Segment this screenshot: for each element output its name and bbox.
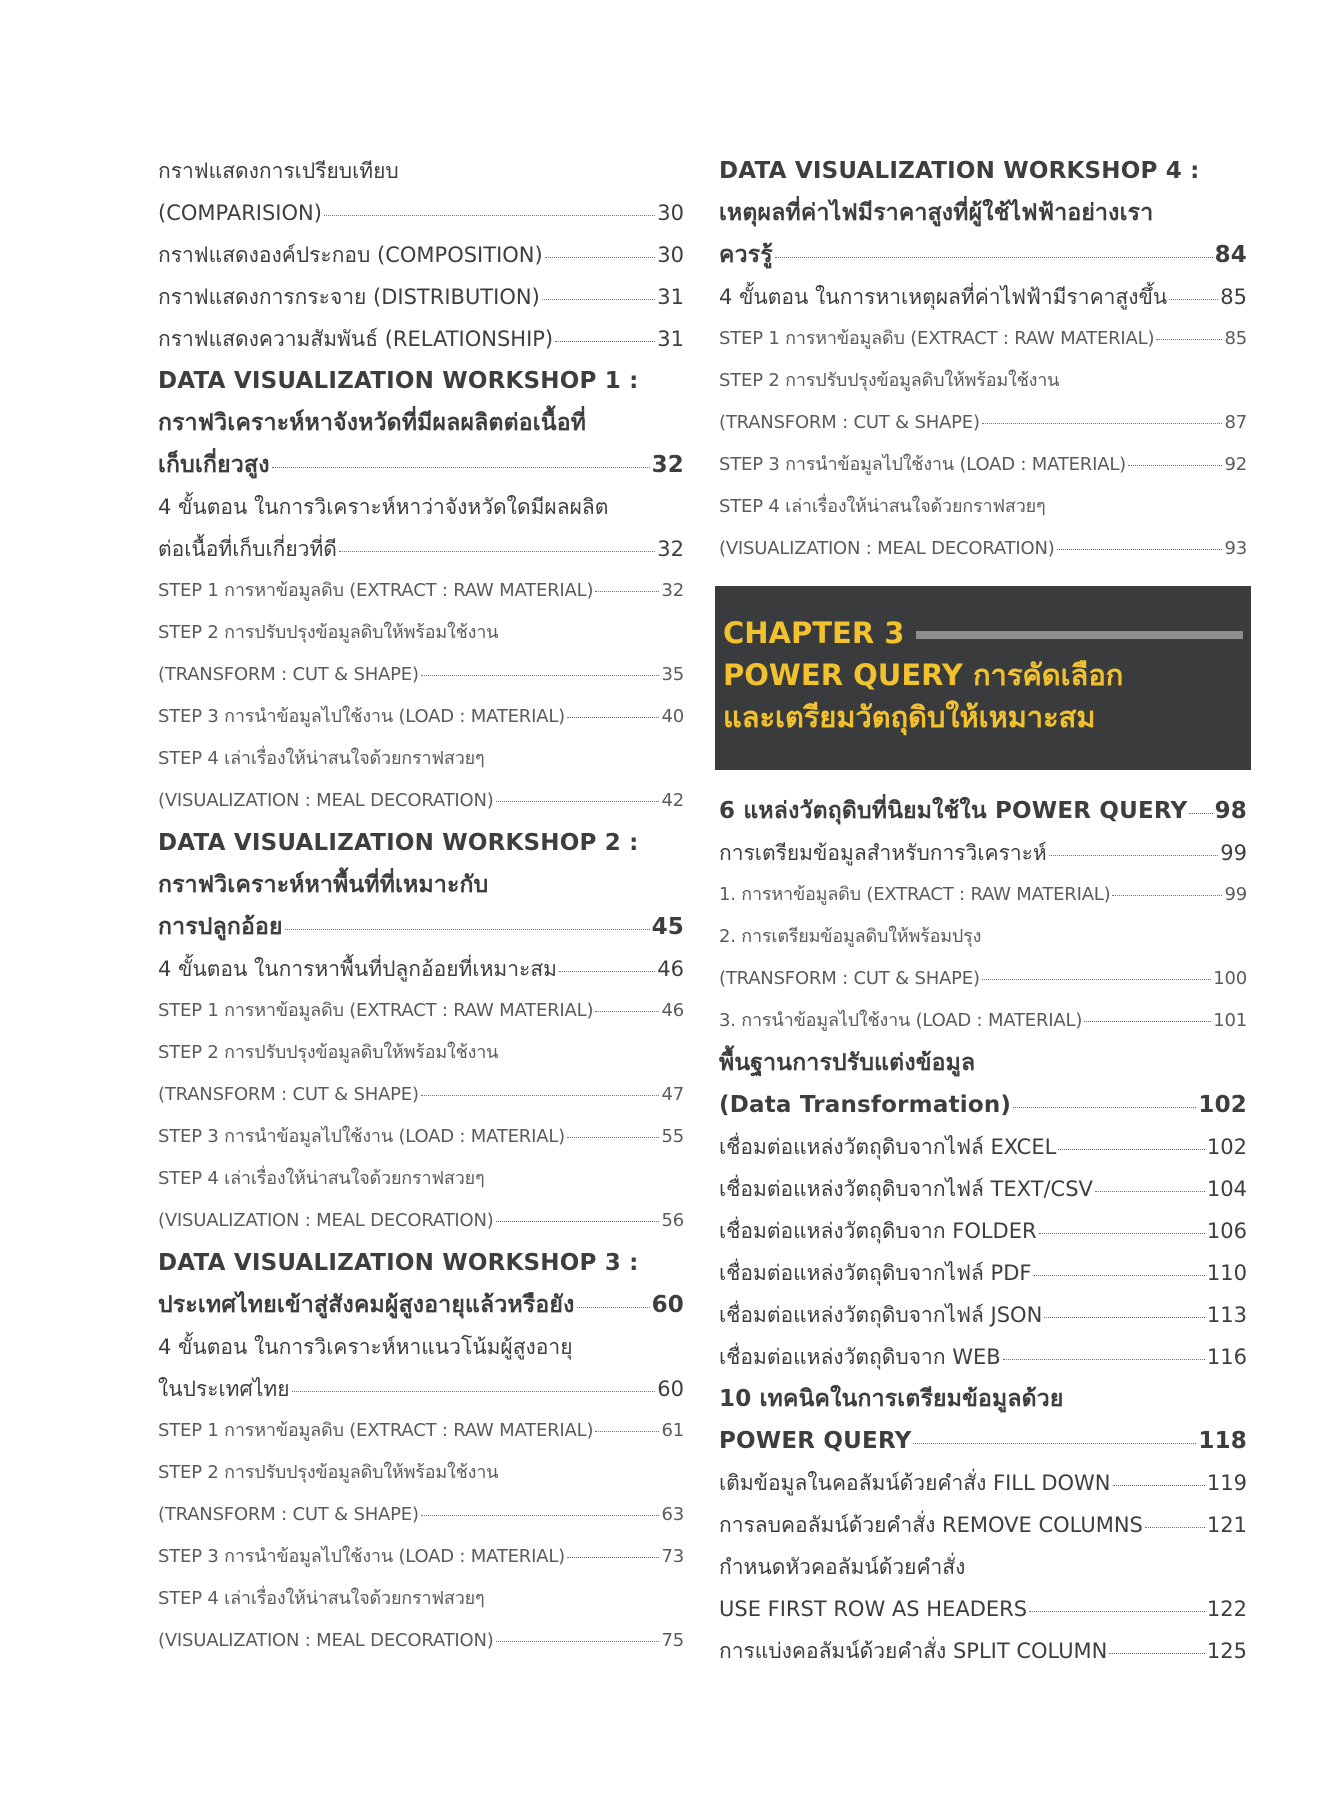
dot-leader [1095,1190,1205,1192]
toc-entry-page-number: 99 [1220,841,1247,865]
dot-leader [567,1556,659,1558]
toc-entry [158,780,684,822]
chapter-label-line [723,612,1243,654]
toc-entry-page-number: 121 [1206,1513,1247,1537]
chapter-label: CHAPTER 3 [723,616,905,650]
toc-entry [158,1452,684,1494]
toc-entry-title: ต่อเนื้อที่เก็บเกี่ยวที่ดี [158,537,337,561]
toc-entry-page-number: 47 [661,1084,684,1105]
toc-entry-title: STEP 4 เล่าเรื่องให้น่าสนใจด้วยกราฟสวยๆ [719,496,1046,517]
toc-entry [158,1074,684,1116]
toc-entry-title: (Data Transformation) [719,1092,1012,1118]
toc-entry-page-number: 101 [1213,1010,1247,1031]
toc-entry [158,654,684,696]
toc-entry-title: STEP 4 เล่าเรื่องให้น่าสนใจด้วยกราฟสวยๆ [158,1168,485,1189]
dot-leader [1109,1652,1205,1654]
toc-entry [158,1368,684,1410]
toc-entry-page-number: 35 [661,664,684,685]
toc-entry-title: 2. การเตรียมข้อมูลดิบให้พร้อมปรุง [719,926,982,947]
dot-leader [1113,1484,1205,1486]
toc-entry [719,360,1247,402]
toc-entry-title: STEP 2 การปรับปรุงข้อมูลดิบให้พร้อมใช้งาน [158,1462,499,1483]
toc-entry-page-number: 102 [1206,1135,1247,1159]
toc-entry-page-number: 98 [1214,798,1247,824]
toc-entry [719,234,1247,276]
dot-leader [1145,1526,1205,1528]
toc-entry-page-number: 118 [1198,1428,1247,1454]
toc-entry-title: เก็บเกี่ยวสูง [158,452,270,478]
toc-entry [719,1210,1247,1252]
toc-entry-page-number: 32 [657,537,684,561]
dot-leader [1044,1316,1205,1318]
toc-entry-title: (VISUALIZATION : MEAL DECORATION) [158,790,494,811]
toc-left-column [158,150,684,1662]
toc-entry-title: เชื่อมต่อแหล่งวัตถุดิบจากไฟล์ EXCEL [719,1135,1057,1159]
dot-leader [1039,1232,1205,1234]
toc-entry-page-number: 93 [1224,538,1247,559]
toc-entry [158,150,684,192]
toc-entry-title: การเตรียมข้อมูลสำหรับการวิเคราะห์ [719,841,1047,865]
dot-leader [567,1136,659,1138]
toc-entry-title: ในประเทศไทย [158,1377,290,1401]
toc-entry [158,612,684,654]
toc-entry-page-number: 99 [1224,884,1247,905]
toc-entry-title: STEP 2 การปรับปรุงข้อมูลดิบให้พร้อมใช้งาน [719,370,1060,391]
toc-entry [719,528,1247,570]
toc-entry-page-number: 100 [1213,968,1247,989]
toc-entry [158,570,684,612]
dot-leader [555,340,655,342]
dot-leader [1169,298,1218,300]
toc-entry [158,990,684,1032]
dot-leader [1003,1358,1205,1360]
toc-entry-title: การแบ่งคอลัมน์ด้วยคำสั่ง SPLIT COLUMN [719,1639,1108,1663]
toc-entry-title: การปลูกอ้อย [158,914,283,940]
toc-entry-title: 10 เทคนิคในการเตรียมข้อมูลด้วย [719,1386,1064,1412]
toc-entry [719,1126,1247,1168]
dot-leader [542,298,656,300]
toc-entry [158,738,684,780]
dot-leader [559,970,655,972]
toc-entry [158,1578,684,1620]
toc-right-top-section [719,150,1247,570]
dot-leader [1128,464,1222,466]
toc-entry-title: (COMPARISION) [158,201,322,225]
toc-entry-page-number: 85 [1220,285,1247,309]
toc-entry-title: DATA VISUALIZATION WORKSHOP 2 : [158,830,639,856]
toc-entry-title: (VISUALIZATION : MEAL DECORATION) [719,538,1055,559]
toc-entry-page-number: 46 [661,1000,684,1021]
toc-entry-page-number: 30 [657,201,684,225]
toc-entry-page-number: 102 [1198,1092,1247,1118]
dot-leader [595,590,659,592]
toc-entry-title: เชื่อมต่อแหล่งวัตถุดิบจาก WEB [719,1345,1001,1369]
toc-entry-title: STEP 1 การหาข้อมูลดิบ (EXTRACT : RAW MATERIAL) [719,328,1155,349]
toc-entry [158,1494,684,1536]
toc-entry-title: กราฟแสดงการกระจาย (DISTRIBUTION) [158,285,540,309]
dot-leader [292,1390,656,1392]
toc-right-bottom-section [719,790,1247,1672]
toc-entry-page-number: 60 [651,1292,684,1318]
toc-entry [719,1504,1247,1546]
dot-leader [595,1430,659,1432]
toc-entry [719,1042,1247,1084]
dot-leader [339,550,655,552]
toc-entry [158,1116,684,1158]
toc-entry [719,1336,1247,1378]
toc-entry-title: เชื่อมต่อแหล่งวัตถุดิบจากไฟล์ PDF [719,1261,1032,1285]
toc-entry [158,234,684,276]
toc-entry-title: STEP 1 การหาข้อมูลดิบ (EXTRACT : RAW MATERIAL) [158,1000,594,1021]
chapter-rule [916,631,1243,639]
dot-leader [496,1640,660,1642]
dot-leader [421,1094,660,1096]
toc-entry [719,444,1247,486]
toc-entry-title: 4 ขั้นตอน ในการวิเคราะห์หาว่าจังหวัดใดมีผลผลิต [158,495,609,519]
toc-entry [158,696,684,738]
toc-entry-title: (TRANSFORM : CUT & SHAPE) [158,664,419,685]
toc-entry [719,318,1247,360]
toc-entry [158,528,684,570]
toc-entry [719,1462,1247,1504]
toc-entry-title: (TRANSFORM : CUT & SHAPE) [719,412,980,433]
toc-entry [719,1420,1247,1462]
toc-entry [158,948,684,990]
toc-entry-title: STEP 4 เล่าเรื่องให้น่าสนใจด้วยกราฟสวยๆ [158,1588,485,1609]
toc-entry-title: POWER QUERY [719,1428,912,1454]
toc-entry-page-number: 85 [1224,328,1247,349]
toc-entry-title: STEP 1 การหาข้อมูลดิบ (EXTRACT : RAW MATERIAL) [158,1420,594,1441]
toc-entry [719,874,1247,916]
dot-leader [1058,1148,1205,1150]
toc-entry [158,1242,684,1284]
chapter-title-line-1: POWER QUERY การคัดเลือก [723,658,1124,692]
dot-leader [421,1514,660,1516]
dot-leader [1189,812,1212,814]
toc-entry [719,1378,1247,1420]
toc-entry-page-number: 42 [661,790,684,811]
toc-entry-page-number: 104 [1206,1177,1247,1201]
toc-entry [158,360,684,402]
dot-leader [272,466,650,468]
toc-entry [719,1588,1247,1630]
toc-entry-title: DATA VISUALIZATION WORKSHOP 4 : [719,158,1200,184]
dot-leader [982,422,1223,424]
dot-leader [1033,1274,1204,1276]
toc-entry [719,150,1247,192]
toc-entry [158,276,684,318]
toc-entry-page-number: 32 [661,580,684,601]
toc-entry [719,1630,1247,1672]
toc-entry-title: 4 ขั้นตอน ในการหาเหตุผลที่ค่าไฟฟ้ามีราคาสูงขึ้น [719,285,1168,309]
toc-entry [158,1284,684,1326]
dot-leader [496,1220,660,1222]
toc-entry [719,958,1247,1000]
toc-entry-title: กราฟวิเคราะห์หาพื้นที่ที่เหมาะกับ [158,872,489,898]
dot-leader [1049,854,1218,856]
dot-leader [1156,338,1222,340]
dot-leader [1057,548,1223,550]
dot-leader [577,1306,650,1308]
toc-entry-page-number: 45 [651,914,684,940]
dot-leader [775,256,1213,258]
toc-entry [719,1168,1247,1210]
toc-entry [158,1200,684,1242]
toc-entry-title: (TRANSFORM : CUT & SHAPE) [158,1084,419,1105]
toc-entry [719,486,1247,528]
dot-leader [496,800,660,802]
toc-entry-title: 4 ขั้นตอน ในการหาพื้นที่ปลูกอ้อยที่เหมาะสม [158,957,557,981]
chapter-title-line-2: และเตรียมวัตถุดิบให้เหมาะสม [723,700,1096,734]
toc-entry-title: STEP 3 การนำข้อมูลไปใช้งาน (LOAD : MATERIAL) [158,1126,565,1147]
toc-entry-page-number: 116 [1206,1345,1247,1369]
toc-entry [719,1252,1247,1294]
toc-entry-title: 4 ขั้นตอน ในการวิเคราะห์หาแนวโน้มผู้สูงอายุ [158,1335,573,1359]
toc-entry [719,916,1247,958]
toc-entry [719,1546,1247,1588]
toc-entry [158,1536,684,1578]
toc-entry-page-number: 31 [657,285,684,309]
toc-entry-page-number: 84 [1214,242,1247,268]
toc-entry-title: เชื่อมต่อแหล่งวัตถุดิบจากไฟล์ TEXT/CSV [719,1177,1093,1201]
toc-entry-page-number: 30 [657,243,684,267]
dot-leader [567,716,659,718]
toc-entry [158,1410,684,1452]
toc-entry-title: เติมข้อมูลในคอลัมน์ด้วยคำสั่ง FILL DOWN [719,1471,1111,1495]
toc-entry-page-number: 87 [1224,412,1247,433]
toc-entry-title: STEP 1 การหาข้อมูลดิบ (EXTRACT : RAW MATERIAL) [158,580,594,601]
toc-entry-page-number: 113 [1206,1303,1247,1327]
dot-leader [595,1010,659,1012]
toc-entry [719,402,1247,444]
toc-entry-title: พื้นฐานการปรับแต่งข้อมูล [719,1050,976,1076]
toc-entry-page-number: 60 [657,1377,684,1401]
toc-right-column [719,150,1247,1672]
toc-entry-title: DATA VISUALIZATION WORKSHOP 1 : [158,368,639,394]
toc-entry [719,1000,1247,1042]
toc-entry-page-number: 110 [1206,1261,1247,1285]
toc-entry-page-number: 56 [661,1210,684,1231]
toc-entry-title: STEP 4 เล่าเรื่องให้น่าสนใจด้วยกราฟสวยๆ [158,748,485,769]
dot-leader [913,1442,1196,1444]
chapter-banner [715,586,1251,770]
toc-entry-page-number: 75 [661,1630,684,1651]
toc-entry-title: เหตุผลที่ค่าไฟมีราคาสูงที่ผู้ใช้ไฟฟ้าอย่างเรา [719,200,1154,226]
toc-entry-title: STEP 3 การนำข้อมูลไปใช้งาน (LOAD : MATERIAL) [719,454,1126,475]
toc-entry-title: STEP 3 การนำข้อมูลไปใช้งาน (LOAD : MATERIAL) [158,706,565,727]
toc-entry [719,1084,1247,1126]
toc-entry-title: STEP 2 การปรับปรุงข้อมูลดิบให้พร้อมใช้งาน [158,622,499,643]
dot-leader [1112,894,1222,896]
toc-entry [158,402,684,444]
toc-entry [719,192,1247,234]
toc-entry-title: STEP 3 การนำข้อมูลไปใช้งาน (LOAD : MATERIAL) [158,1546,565,1567]
toc-entry [719,790,1247,832]
toc-entry [719,1294,1247,1336]
toc-entry-title: 1. การหาข้อมูลดิบ (EXTRACT : RAW MATERIAL) [719,884,1111,905]
toc-entry [719,276,1247,318]
toc-entry-page-number: 40 [661,706,684,727]
toc-entry-page-number: 31 [657,327,684,351]
toc-entry-page-number: 46 [657,957,684,981]
toc-entry [158,822,684,864]
toc-entry [158,1326,684,1368]
toc-entry-page-number: 125 [1206,1639,1247,1663]
toc-entry-title: (TRANSFORM : CUT & SHAPE) [158,1504,419,1525]
toc-entry-title: (TRANSFORM : CUT & SHAPE) [719,968,980,989]
toc-entry-page-number: 61 [661,1420,684,1441]
toc-entry [158,444,684,486]
toc-entry-title: DATA VISUALIZATION WORKSHOP 3 : [158,1250,639,1276]
toc-entry [158,1032,684,1074]
toc-entry [719,832,1247,874]
toc-entry-title: 6 แหล่งวัตถุดิบที่นิยมใช้ใน POWER QUERY [719,798,1188,824]
toc-entry-page-number: 119 [1206,1471,1247,1495]
dot-leader [1084,1020,1211,1022]
toc-entry [158,1158,684,1200]
toc-entry-page-number: 63 [661,1504,684,1525]
toc-entry-title: 3. การนำข้อมูลไปใช้งาน (LOAD : MATERIAL) [719,1010,1083,1031]
toc-entry-page-number: 55 [661,1126,684,1147]
toc-entry-title: ประเทศไทยเข้าสู่สังคมผู้สูงอายุแล้วหรือยัง [158,1292,575,1318]
dot-leader [324,214,655,216]
toc-entry-title: เชื่อมต่อแหล่งวัตถุดิบจากไฟล์ JSON [719,1303,1043,1327]
toc-entry [158,1620,684,1662]
dot-leader [1013,1106,1196,1108]
dot-leader [1029,1610,1205,1612]
toc-entry-page-number: 32 [651,452,684,478]
toc-entry [158,318,684,360]
toc-entry-page-number: 106 [1206,1219,1247,1243]
toc-entry-title: กราฟวิเคราะห์หาจังหวัดที่มีผลผลิตต่อเนื้อที่ [158,410,587,436]
toc-entry [158,192,684,234]
toc-entry-title: กราฟแสดงความสัมพันธ์ (RELATIONSHIP) [158,327,554,351]
dot-leader [421,674,660,676]
dot-leader [982,978,1211,980]
dot-leader [285,928,650,930]
toc-entry [158,864,684,906]
toc-entry-title: กราฟแสดงองค์ประกอบ (COMPOSITION) [158,243,543,267]
toc-entry-page-number: 73 [661,1546,684,1567]
toc-entry-page-number: 92 [1224,454,1247,475]
toc-entry [158,906,684,948]
toc-entry-title: เชื่อมต่อแหล่งวัตถุดิบจาก FOLDER [719,1219,1037,1243]
dot-leader [545,256,656,258]
toc-entry [158,486,684,528]
toc-entry-title: ควรรู้ [719,242,773,268]
toc-entry-page-number: 122 [1206,1597,1247,1621]
toc-entry-title: (VISUALIZATION : MEAL DECORATION) [158,1210,494,1231]
toc-entry-title: (VISUALIZATION : MEAL DECORATION) [158,1630,494,1651]
toc-entry-title: STEP 2 การปรับปรุงข้อมูลดิบให้พร้อมใช้งาน [158,1042,499,1063]
toc-entry-title: กราฟแสดงการเปรียบเทียบ [158,159,399,183]
toc-entry-title: การลบคอลัมน์ด้วยคำสั่ง REMOVE COLUMNS [719,1513,1143,1537]
toc-entry-title: USE FIRST ROW AS HEADERS [719,1597,1028,1621]
toc-entry-title: กำหนดหัวคอลัมน์ด้วยคำสั่ง [719,1555,966,1579]
